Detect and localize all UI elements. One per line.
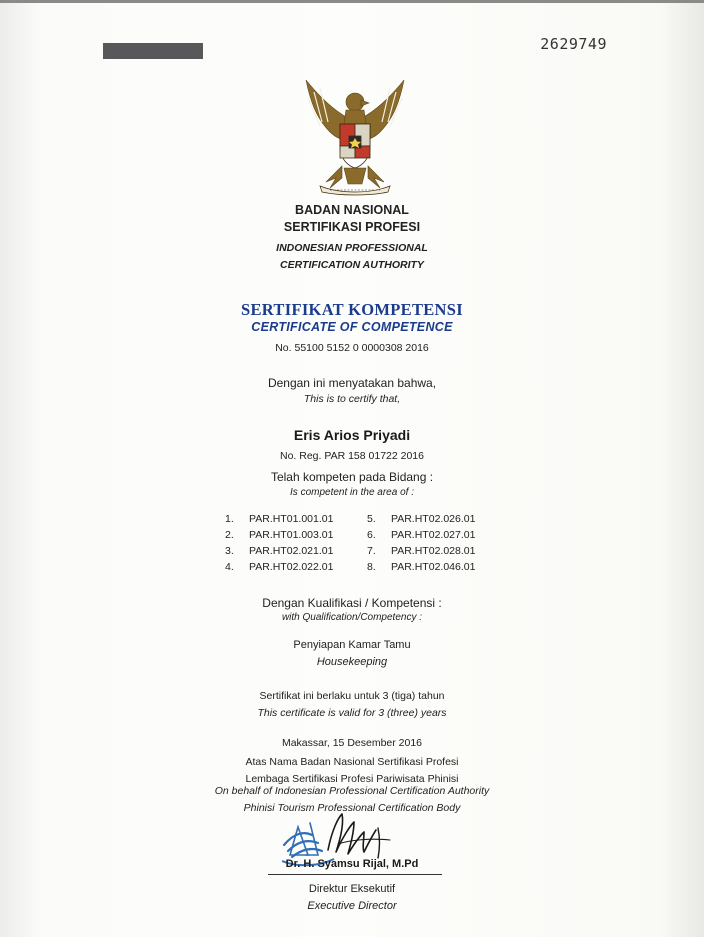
signatory-title: Direktur Eksekutif [308, 883, 396, 895]
competence-area-label: Telah kompeten pada Bidang : [270, 470, 434, 484]
competency-unit: 6. PAR.HT02.027.01 [367, 529, 476, 541]
signatory-name: Dr. H. Syamsu Rijal, M.Pd [285, 858, 419, 870]
signatory-title-english: Executive Director [307, 900, 397, 912]
agency-name-line-1: BADAN NASIONAL [295, 203, 409, 217]
agency-name-line-2: SERTIFIKASI PROFESI [283, 220, 421, 234]
competency-unit: 3. PAR.HT02.021.01 [225, 545, 334, 557]
scan-edge [0, 0, 704, 3]
competency-unit: 2. PAR.HT01.003.01 [225, 529, 334, 541]
competency-unit: 1. PAR.HT01.001.01 [225, 513, 334, 525]
agency-name-english [0, 240, 704, 274]
validity-statement: Sertifikat ini berlaku untuk 3 (tiga) tahun [259, 690, 445, 702]
holder-name: Eris Arios Priyadi [293, 427, 411, 443]
certificate-title: SERTIFIKAT KOMPETENSI [241, 300, 463, 319]
certificate-title-english: CERTIFICATE OF COMPETENCE [251, 320, 453, 334]
holder-registration-number: No. Reg. PAR 158 01722 2016 [280, 450, 424, 462]
agency-name [0, 202, 704, 236]
on-behalf-english-line-1: On behalf of Indonesian Professional Certification Authority [214, 785, 490, 797]
competency-unit: 4. PAR.HT02.022.01 [225, 561, 334, 573]
agency-name-english-line-1: INDONESIAN PROFESSIONAL [276, 242, 428, 254]
garuda-emblem-icon [300, 78, 410, 196]
competency-unit: 5. PAR.HT02.026.01 [367, 513, 476, 525]
on-behalf-line-1: Atas Nama Badan Nasional Sertifikasi Profesi [245, 756, 459, 768]
qualification-label: Dengan Kualifikasi / Kompetensi : [262, 596, 442, 610]
qualification-label-english: with Qualification/Competency : [281, 612, 423, 623]
competency-unit: 8. PAR.HT02.046.01 [367, 561, 476, 573]
validity-statement-english: This certificate is valid for 3 (three) years [257, 707, 447, 719]
on-behalf-english-line-2: Phinisi Tourism Professional Certification Body [243, 801, 461, 814]
agency-name-english-line-2: CERTIFICATION AUTHORITY [280, 259, 424, 271]
on-behalf-line-2: Lembaga Sertifikasi Profesi Pariwisata Phinisi [245, 772, 459, 785]
certificate-number: No. 55100 5152 0 0000308 2016 [275, 342, 429, 354]
certify-statement-english: This is to certify that, [303, 393, 401, 405]
place-and-date: Makassar, 15 Desember 2016 [281, 737, 423, 749]
qualification-value: Penyiapan Kamar Tamu [293, 639, 411, 651]
certify-statement: Dengan ini menyatakan bahwa, [267, 376, 437, 390]
serial-number: 2629749 [540, 35, 607, 53]
signature-icon [280, 800, 420, 864]
competence-area-label-english: Is competent in the area of : [290, 487, 414, 498]
signature-line [268, 874, 442, 875]
qualification-value-english: Housekeeping [316, 656, 388, 668]
competency-unit: 7. PAR.HT02.028.01 [367, 545, 476, 557]
redaction-bar [103, 43, 203, 59]
